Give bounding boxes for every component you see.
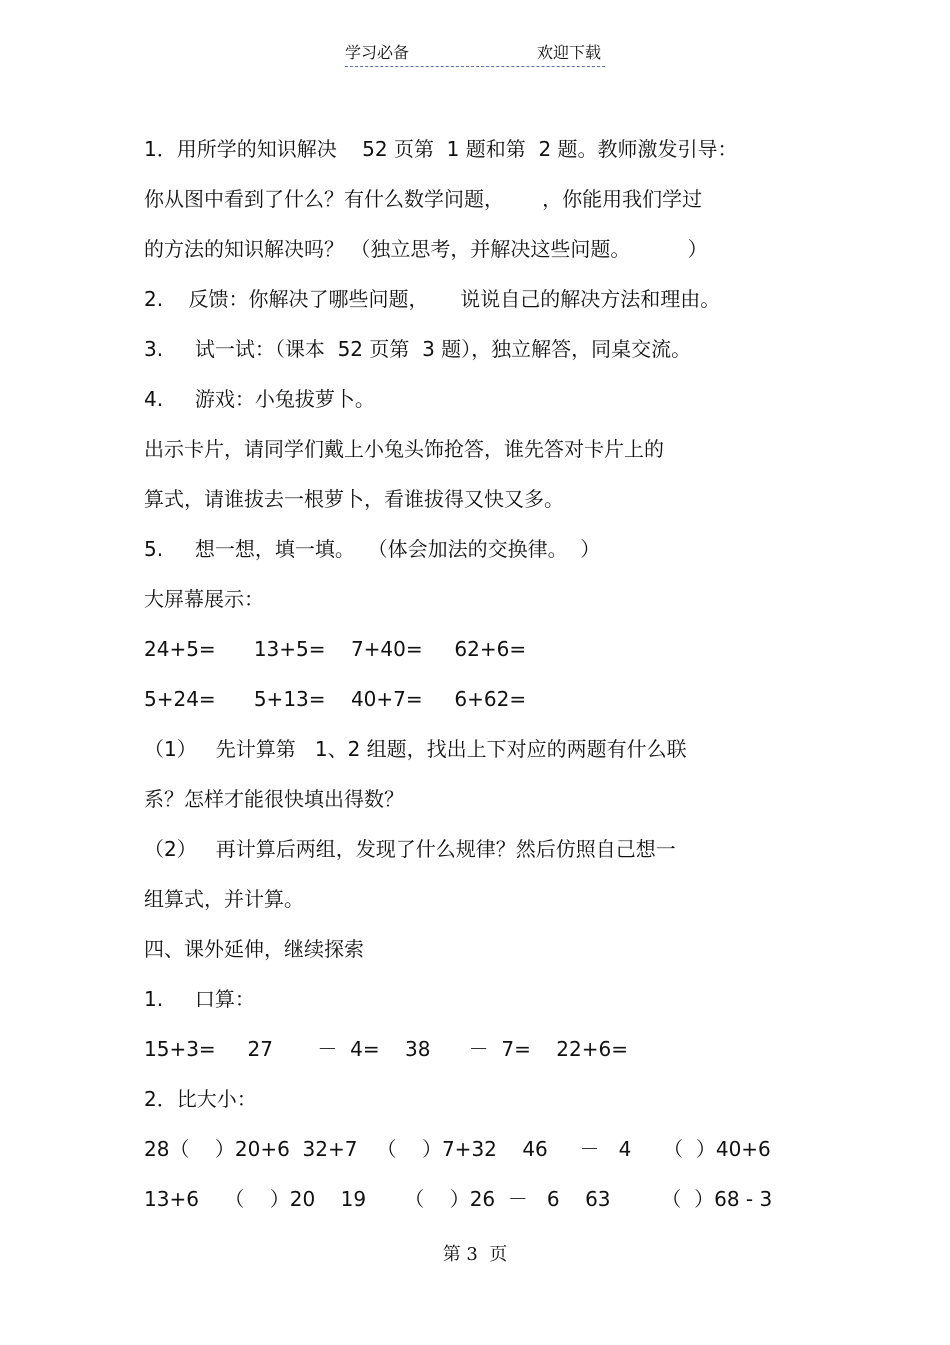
text-line: 你从图中看到了什么？有什么数学问题， ，你能用我们学过 [144,187,703,211]
text-line: 5. 想一想，填一填。 （体会加法的交换律。 ） [144,537,601,561]
text-line: 3. 试一试：（课本 52 页第 3 题），独立解答，同桌交流。 [144,337,692,361]
text-line: 2．比大小： [144,1087,257,1111]
text-line: 1．用所学的知识解决 52 页第 1 题和第 2 题。教师激发引导： [144,137,738,161]
section-heading: 四、课外延伸，继续探索 [144,937,364,961]
page-number: 第 3 页 [442,1244,508,1265]
text-line: 4. 游戏：小兔拔萝卜。 [144,387,375,411]
math-line: 15+3= 27 － 4= 38 － 7= 22+6= [144,1037,628,1061]
math-line: 13+6 （ ）20 19 （ ）26 － 6 63 （ ）68 - 3 [144,1187,773,1211]
math-line: 5+24= 5+13= 40+7= 6+62= [144,687,527,711]
document-body [144,124,834,1224]
text-line: 系？怎样才能很快填出得数？ [144,787,404,811]
header-right-text: 欢迎下载 [536,43,601,62]
text-line: （2） 再计算后两组，发现了什么规律？然后仿照自己想一 [144,837,676,861]
header-left-text: 学习必备 [345,43,410,62]
page-header [345,40,605,67]
text-line: 1. 口算： [144,987,255,1011]
text-line: 大屏幕展示： [144,587,264,611]
math-line: 24+5= 13+5= 7+40= 62+6= [144,637,527,661]
text-line: 的方法的知识解决吗？ （独立思考，并解决这些问题。 ） [144,237,708,261]
text-line: 算式，请谁拔去一根萝卜，看谁拔得又快又多。 [144,487,564,511]
text-line: （1） 先计算第 1、2 组题，找出上下对应的两题有什么联 [144,737,687,761]
math-line: 28（ ）20+6 32+7 （ ）7+32 46 － 4 （ ）40+6 [144,1137,771,1161]
text-line: 2. 反馈：你解决了哪些问题， 说说自己的解决方法和理由。 [144,287,721,311]
text-line: 出示卡片，请同学们戴上小兔头饰抢答，谁先答对卡片上的 [144,437,664,461]
text-line: 组算式，并计算。 [144,887,304,911]
